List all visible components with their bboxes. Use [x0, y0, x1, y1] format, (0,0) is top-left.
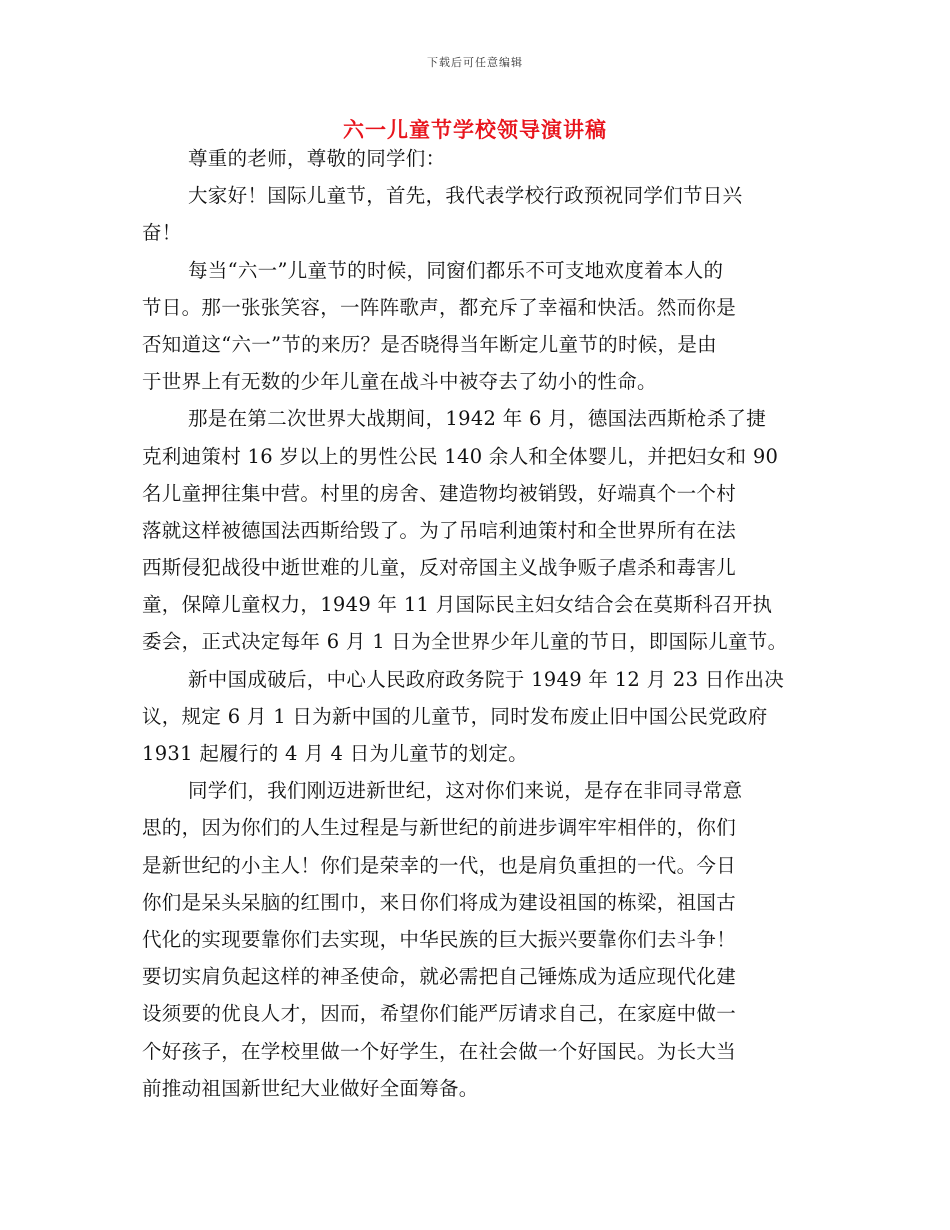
body-text-line: 个好孩子，在学校里做一个好学生，在社会做一个好国民。为长大当 [142, 1039, 737, 1063]
document-body [142, 140, 832, 1107]
header-note: 下载后可任意编辑 [427, 56, 523, 69]
body-text-line: 每当“六一”儿童节的时候，同窗们都乐不可支地欢度着本人的 [188, 258, 724, 282]
body-text-line: 同学们，我们刚迈进新世纪，这对你们来说，是存在非同寻常意 [188, 779, 743, 803]
body-text-line: 于世界上有无数的少年儿童在战斗中被夺去了幼小的性命。 [142, 370, 657, 394]
body-text-line: 节日。那一张张笑容，一阵阵歌声，都充斥了幸福和快活。然而你是 [142, 295, 737, 319]
body-text-line: 代化的实现要靠你们去实现，中华民族的巨大振兴要靠你们去斗争！ [142, 927, 737, 951]
body-text-line: 否知道这“六一”节的来历？是否晓得当年断定儿童节的时候，是由 [142, 332, 717, 356]
body-text-line: 名儿童押往集中营。村里的房舍、建造物均被销毁，好端真个一个村 [142, 481, 737, 505]
body-text-line: 前推动祖国新世纪大业做好全面筹备。 [142, 1076, 479, 1100]
body-text-line: 1931 起履行的 4 月 4 日为儿童节的划定。 [142, 742, 528, 765]
body-text-line: 大家好！国际儿童节，首先，我代表学校行政预祝同学们节日兴 [188, 184, 743, 208]
body-text-line: 奋！ [142, 221, 182, 245]
body-text-line: 西斯侵犯战役中逝世难的儿童，反对帝国主义战争贩子虐杀和毒害儿 [142, 556, 737, 580]
body-text-line: 落就这样被德国法西斯给毁了。为了吊唁利迪策村和全世界所有在法 [142, 518, 737, 542]
body-text-line: 是新世纪的小主人！你们是荣幸的一代，也是肩负重担的一代。今日 [142, 853, 737, 877]
body-text-line: 委会，正式决定每年 6 月 1 日为全世界少年儿童的节日，即国际儿童节。 [142, 630, 788, 654]
body-text-line: 思的，因为你们的人生过程是与新世纪的前进步调牢牢相伴的，你们 [142, 816, 737, 840]
body-text-line: 新中国成破后，中心人民政府政务院于 1949 年 12 月 23 日作出决 [188, 667, 785, 691]
body-text-line: 那是在第二次世界大战期间，1942 年 6 月，德国法西斯枪杀了捷 [188, 407, 767, 431]
body-text-line: 童，保障儿童权力，1949 年 11 月国际民主妇女结合会在莫斯科召开执 [142, 593, 773, 617]
body-text-line: 克利迪策村 16 岁以上的男性公民 140 余人和全体婴儿，并把妇女和 90 [142, 444, 779, 468]
body-text-line: 议，规定 6 月 1 日为新中国的儿童节，同时发布废止旧中国公民党政府 [142, 704, 768, 728]
body-text-line: 设须要的优良人才，因而，希望你们能严厉请求自己，在家庭中做一 [142, 1002, 737, 1026]
body-text-line: 你们是呆头呆脑的红围巾，来日你们将成为建设祖国的栋梁，祖国古 [142, 890, 737, 914]
body-text-line: 尊重的老师，尊敬的同学们： [188, 147, 446, 170]
document-title: 六一儿童节学校领导演讲稿 [343, 117, 607, 142]
body-text-line: 要切实肩负起这样的神圣使命，就必需把自己锤炼成为适应现代化建 [142, 965, 737, 989]
